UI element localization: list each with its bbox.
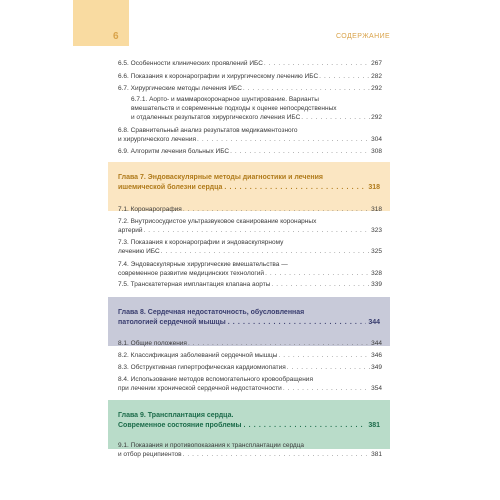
toc-entry[interactable]: 6.8. Сравнительный анализ результатов медикаментозного и хирургического лечения . . . 304 [118,126,382,144]
toc-subentry[interactable]: 6.7.1. Аорто- и маммарокоронарное шунтирование. Варианты вмешательств и современные подходы к оценке непосредственных и отдаленных результатов хирургического лечения ИБС . . . 292 [131,95,382,122]
toc-entry[interactable]: 6.9. Алгоритм лечения больных ИБС . . . 308 [118,147,382,156]
toc-entry[interactable]: 9.1. Показания и противопоказания к трансплантации сердца и отбор реципиентов . . . 381 [118,441,382,459]
chapter-title-line: Глава 7. Эндоваскулярные методы диагностики и лечения [118,174,323,181]
toc-entry[interactable]: 7.4. Эндоваскулярные хирургические вмешательства — современное развитие медицинских технологий . . . 328 [118,260,382,278]
chapter-page: 344 [368,319,380,326]
chapter-9-heading[interactable]: Глава 9. Трансплантация сердца. Современное состояние проблемы . . . 381 [108,400,390,449]
chapter-page: 381 [368,422,380,429]
toc-entry[interactable]: 6.5. Особенности клинических проявлений ИБС . . . 267 [118,59,382,68]
chapter-7-heading[interactable]: Глава 7. Эндоваскулярные методы диагностики и лечения ишемической болезни сердца . . . 318 [108,162,390,211]
toc-entry[interactable]: 8.4. Использование методов вспомогательного кровообращения при лечении хронической сердечной недостаточности . . . 354 [118,375,382,393]
chapter-page: 318 [368,184,380,191]
chapter-title-line: Глава 8. Сердечная недостаточность, обусловленная [118,309,305,316]
page-number: 6 [113,31,119,42]
toc-entry[interactable]: 8.1. Общие положения . . . 344 [118,339,382,348]
toc-entry[interactable]: 7.5. Транскатетерная имплантация клапана аорты . . . 339 [118,280,382,289]
toc-entry[interactable]: 7.3. Показания к коронарографии и эндоваскулярному лечению ИБС . . . 325 [118,238,382,256]
running-header-title: СОДЕРЖАНИЕ [336,33,391,40]
chapter-title-line: Глава 9. Трансплантация сердца. [118,412,234,419]
toc-entry[interactable]: 7.2. Внутрисосудистое ультразвуковое сканирование коронарных артерий . . . 323 [118,217,382,235]
toc-entry[interactable]: 7.1. Коронарография . . . 318 [118,205,382,214]
toc-entry[interactable]: 8.3. Обструктивная гипертрофическая кардиомиопатия . . . 349 [118,363,382,372]
page-number-tab [73,0,129,46]
chapter-8-heading[interactable]: Глава 8. Сердечная недостаточность, обусловленная патологией сердечной мышцы . . . 344 [108,297,390,346]
toc-entry[interactable]: 6.6. Показания к коронарографии и хирургическому лечению ИБС . . . 282 [118,72,382,81]
toc-entry[interactable]: 6.7. Хирургические методы лечения ИБС . . . 292 [118,84,382,93]
toc-entry[interactable]: 8.2. Классификация заболеваний сердечной мышцы . . . 346 [118,351,382,360]
